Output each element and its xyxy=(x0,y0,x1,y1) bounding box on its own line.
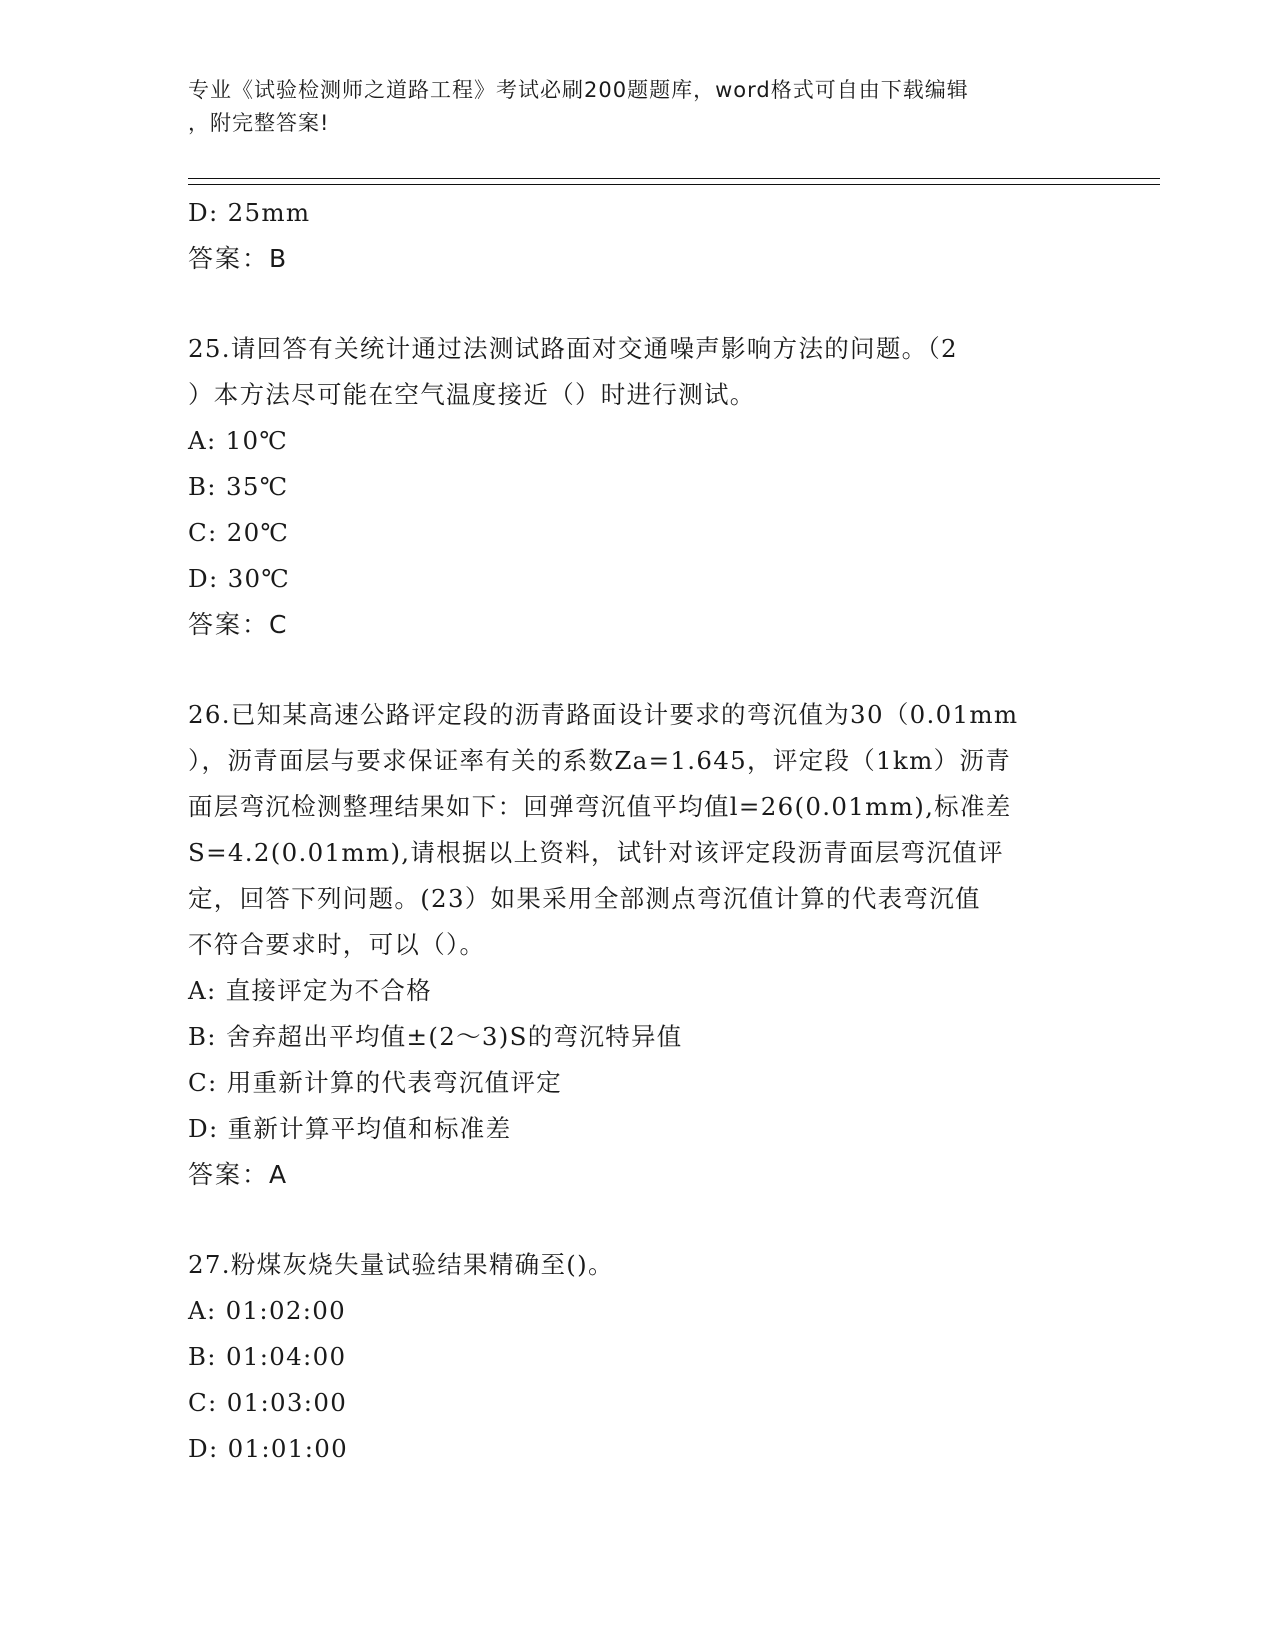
question-text-line: ）本方法尽可能在空气温度接近（）时进行测试。 xyxy=(188,380,756,409)
question-text-line: S=4.2(0.01mm),请根据以上资料，试针对该评定段沥青面层弯沉值评 xyxy=(188,838,1004,867)
option-c: C: 用重新计算的代表弯沉值评定 xyxy=(188,1068,563,1097)
question-27 xyxy=(188,1242,1088,1472)
question-text-line: 27.粉煤灰烧失量试验结果精确至()。 xyxy=(188,1250,614,1279)
option-d: D: 25mm xyxy=(188,198,311,227)
question-25 xyxy=(188,326,1088,648)
question-text xyxy=(188,1242,1088,1288)
question-text xyxy=(188,692,1088,968)
previous-question-tail xyxy=(188,190,1088,282)
question-text-line: 面层弯沉检测整理结果如下：回弹弯沉值平均值l=26(0.01mm),标准差 xyxy=(188,792,1012,821)
option-b: B: 舍弃超出平均值±(2～3)S的弯沉特异值 xyxy=(188,1022,683,1051)
option-d: D: 01:01:00 xyxy=(188,1434,349,1463)
answer-line: 答案：B xyxy=(188,244,289,273)
question-text-line: 定，回答下列问题。(23）如果采用全部测点弯沉值计算的代表弯沉值 xyxy=(188,884,981,913)
header-title-line-1: 专业《试验检测师之道路工程》考试必刷200题题库，word格式可自由下载编辑 xyxy=(188,78,969,102)
question-text-line: 26.已知某高速公路评定段的沥青路面设计要求的弯沉值为30（0.01mm xyxy=(188,700,1019,729)
answer-line: 答案：C xyxy=(188,610,289,639)
question-text-line: ），沥青面层与要求保证率有关的系数Za=1.645，评定段（1km）沥青 xyxy=(188,746,1012,775)
header-title-line-2: ，附完整答案! xyxy=(188,111,330,135)
option-a: A: 直接评定为不合格 xyxy=(188,976,433,1005)
document-body xyxy=(188,190,1088,1472)
option-d: D: 重新计算平均值和标准差 xyxy=(188,1114,512,1143)
option-b: B: 35℃ xyxy=(188,472,289,501)
answer-line: 答案：A xyxy=(188,1160,289,1189)
option-c: C: 20℃ xyxy=(188,518,290,547)
option-a: A: 10℃ xyxy=(188,426,289,455)
question-26 xyxy=(188,692,1088,1198)
option-d: D: 30℃ xyxy=(188,564,291,593)
page-header xyxy=(188,74,1088,140)
option-c: C: 01:03:00 xyxy=(188,1388,348,1417)
header-divider-top xyxy=(188,178,1160,179)
question-text-line: 不符合要求时，可以（）。 xyxy=(188,930,486,959)
question-text xyxy=(188,326,1088,418)
question-text-line: 25.请回答有关统计通过法测试路面对交通噪声影响方法的问题。（2 xyxy=(188,334,958,363)
option-b: B: 01:04:00 xyxy=(188,1342,347,1371)
option-a: A: 01:02:00 xyxy=(188,1296,347,1325)
header-divider-bottom xyxy=(188,184,1160,185)
